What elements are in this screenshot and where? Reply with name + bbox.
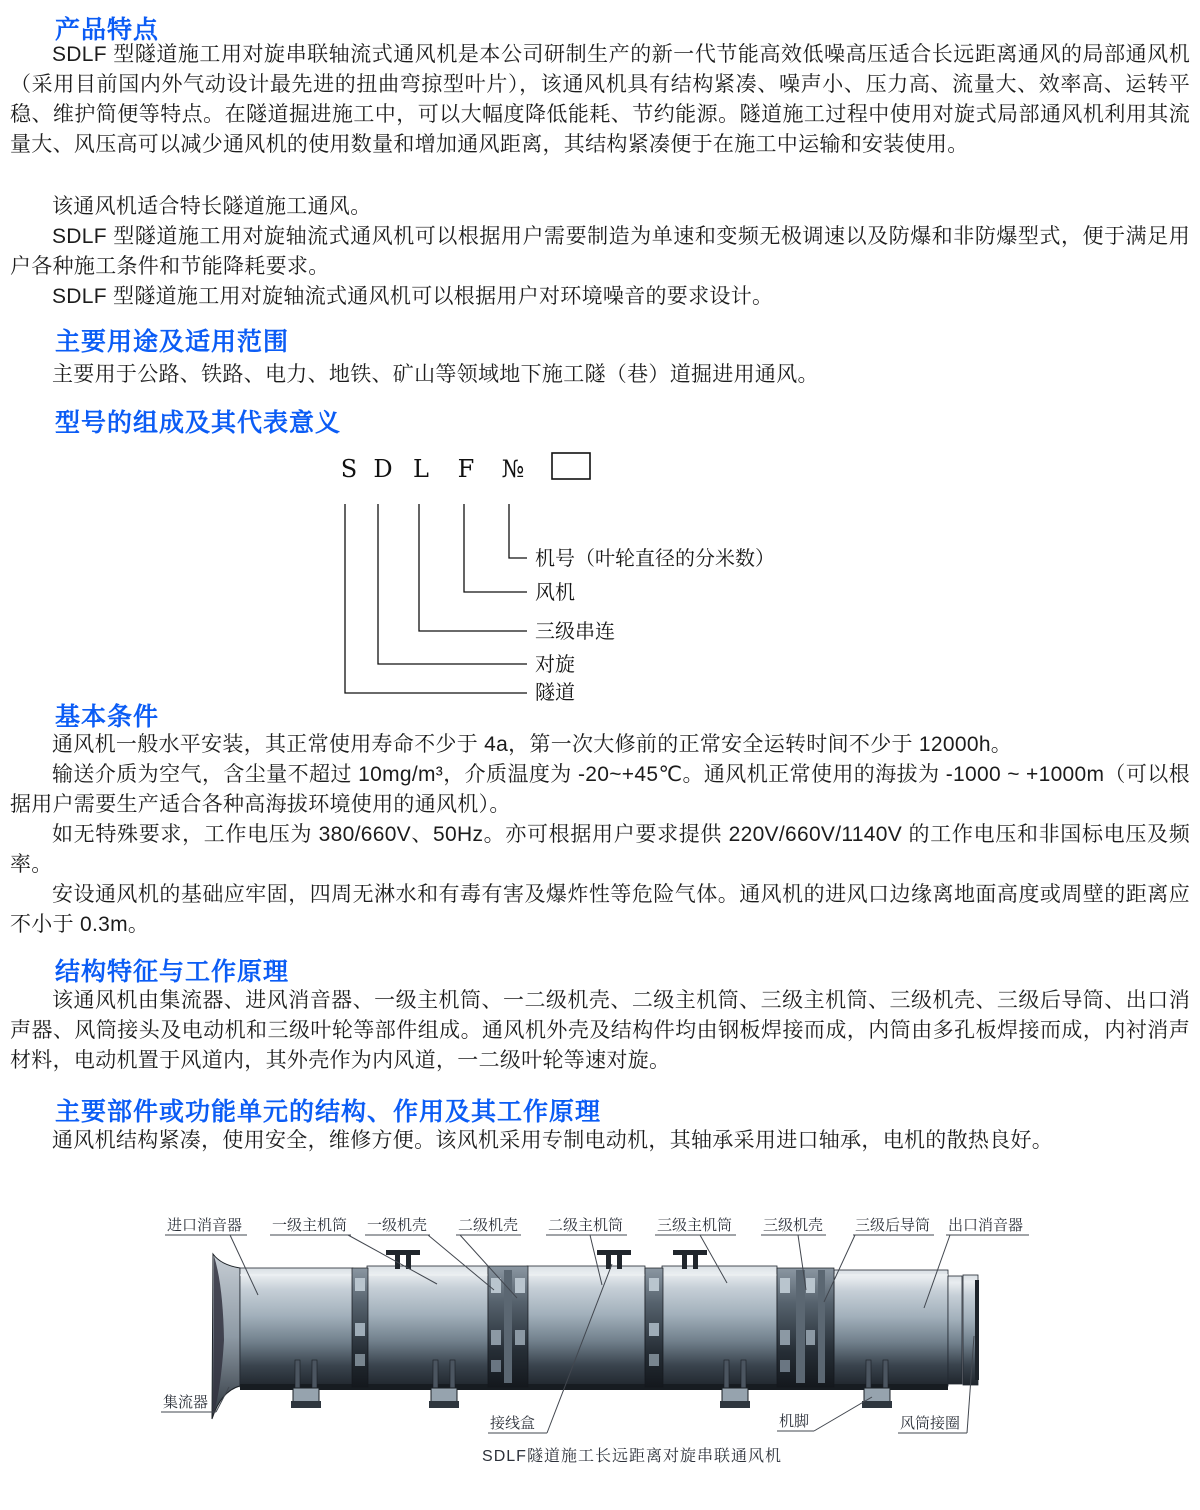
fan-label-stage1-main-barrel: 一级主机筒	[272, 1217, 348, 1234]
model-line-counter-rotating	[378, 504, 527, 664]
paragraph-features-4: SDLF 型隧道施工用对旋轴流式通风机可以根据用户对环境噪音的要求设计。	[52, 285, 774, 308]
model-line-fan	[464, 504, 527, 592]
model-line-tunnel	[345, 504, 527, 693]
fan-label-duct-ring: 风筒接圈	[900, 1415, 961, 1432]
heading-structure-principle: 结构特征与工作原理	[55, 958, 290, 986]
model-label-fan: 风机	[535, 582, 575, 604]
paragraph-conditions-2: 输送介质为空气，含尘量不超过 10mg/m³，介质温度为 -20~+45℃。通风机正常使用的海拔为 -1000 ~ +1000m（可以根据用户需要生产适合各种高海拔环境使用的通风机）。	[10, 763, 1190, 816]
fan-label-inlet-silencer: 进口消音器	[167, 1217, 243, 1234]
fan-part-stage3-main-barrel	[662, 1266, 777, 1387]
paragraph-features-3: SDLF 型隧道施工用对旋轴流式通风机可以根据用户需要制造为单速和变频无极调速以及防爆和非防爆型式，便于满足用户各种施工条件和节能降耗要求。	[10, 225, 1190, 278]
fan-assembly-diagram	[0, 1190, 1200, 1490]
model-label-counter-rotating: 对旋	[535, 654, 575, 676]
fan-diagram-caption: SDLF隧道施工长远距离对旋串联通风机	[482, 1448, 782, 1465]
fan-label-stage2-main-barrel: 二级主机筒	[548, 1217, 624, 1234]
heading-basic-conditions: 基本条件	[55, 703, 160, 731]
paragraph-usage: 主要用于公路、铁路、电力、地铁、矿山等领域地下施工隧（巷）道掘进用通风。	[52, 363, 819, 386]
fan-label-outlet-silencer: 出口消音器	[948, 1217, 1024, 1234]
model-letter-l: L	[413, 455, 429, 483]
fan-part-inlet-bell	[212, 1254, 240, 1419]
fan-part-stage2-main-barrel	[527, 1266, 645, 1387]
paragraph-parts: 通风机结构紧凑，使用安全，维修方便。该风机采用专制电动机，其轴承采用进口轴承，电机的散热良好。	[52, 1129, 1054, 1152]
fan-part-stage1-main-barrel	[367, 1266, 488, 1387]
paragraph-features-1: SDLF 型隧道施工用对旋串联轴流式通风机是本公司研制生产的新一代节能高效低噪高压适合长远距离通风的局部通风机（采用目前国内外气动设计最先进的扭曲弯掠型叶片），该通风机具有结构紧凑、噪声小、压力高、流量大、效率高、运转平稳、维护简便等特点。在隧道掘进施工中，可以大幅度降低能耗、节约能源。隧道施工过程中使用对旋式局部通风机利用其流量大、风压高可以减少通风机的使用数量和增加通风距离，其结构紧凑便于在施工中运输和安装使用。	[10, 43, 1190, 156]
model-letter-number-sign: №	[501, 455, 525, 483]
model-line-fan-number	[509, 504, 527, 558]
model-letter-s: S	[340, 455, 358, 483]
model-label-three-stage-series: 三级串连	[535, 621, 615, 643]
fan-part-sections	[240, 1266, 948, 1390]
model-letter-d: D	[373, 455, 393, 483]
fan-label-stage1-casing: 一级机壳	[367, 1217, 428, 1234]
heading-main-usage: 主要用途及适用范围	[55, 328, 290, 356]
fan-part-duct-ring	[948, 1275, 979, 1385]
model-line-three-stage-series	[419, 504, 527, 631]
fan-label-stage3-rear-guide: 三级后导筒	[855, 1217, 931, 1234]
fan-label-stage3-main-barrel: 三级主机筒	[657, 1217, 733, 1234]
fan-label-junction-box: 接线盒	[490, 1415, 536, 1432]
model-label-fan-number: 机号（叶轮直径的分米数）	[535, 548, 775, 570]
heading-product-features: 产品特点	[55, 16, 160, 44]
heading-main-parts: 主要部件或功能单元的结构、作用及其工作原理	[55, 1098, 602, 1126]
model-label-tunnel: 隧道	[535, 682, 575, 704]
model-number-box	[552, 453, 590, 479]
paragraph-conditions-4: 安设通风机的基础应牢固，四周无淋水和有毒有害及爆炸性等危险气体。通风机的进风口边缘离地面高度或周壁的距离应不小于 0.3m。	[10, 883, 1190, 936]
heading-model-composition: 型号的组成及其代表意义	[55, 409, 342, 437]
fan-top-fitting	[597, 1250, 631, 1255]
paragraph-conditions-3: 如无特殊要求，工作电压为 380/660V、50Hz。亦可根据用户要求提供 220V/660V/1140V 的工作电压和非国标电压及频率。	[10, 823, 1190, 876]
paragraph-features-2: 该通风机适合特长隧道施工通风。	[52, 195, 372, 218]
paragraph-conditions-1: 通风机一般水平安装，其正常使用寿命不少于 4a，第一次大修前的正常安全运转时间不少于 12000h。	[52, 733, 1013, 756]
fan-top-fitting	[673, 1250, 707, 1255]
fan-top-fitting	[386, 1250, 420, 1255]
fan-label-machine-foot: 机脚	[779, 1413, 810, 1430]
model-letter-f: F	[457, 455, 475, 483]
fan-label-stage2-casing: 二级机壳	[458, 1217, 519, 1234]
model-composition-diagram	[0, 440, 1200, 708]
fan-label-stage3-casing: 三级机壳	[763, 1217, 824, 1234]
fan-label-collector: 集流器	[163, 1394, 209, 1411]
paragraph-structure: 该通风机由集流器、进风消音器、一级主机筒、一二级机壳、二级主机筒、三级主机筒、三级机壳、三级后导筒、出口消声器、风筒接头及电动机和三级叶轮等部件组成。通风机外壳及结构件均由钢板焊接而成，内筒由多孔板焊接而成，内衬消声材料，电动机置于风道内，其外壳作为内风道，一二级叶轮等速对旋。	[10, 989, 1190, 1072]
